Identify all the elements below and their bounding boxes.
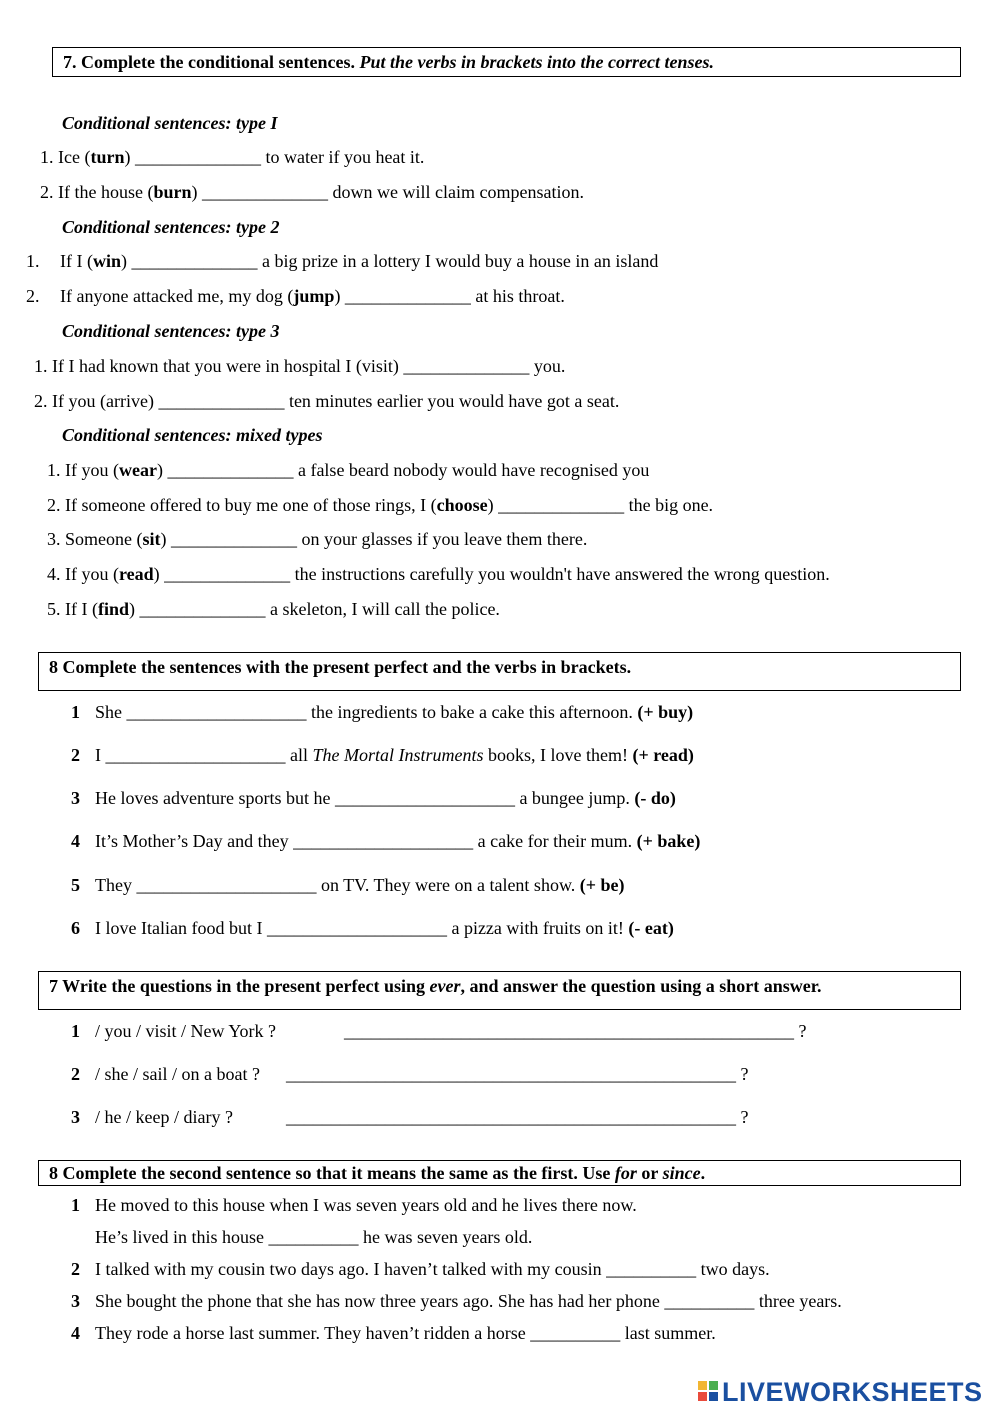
heading-type2: Conditional sentences: type 2 bbox=[62, 217, 280, 237]
exercise-item: 1. If I (win) ______________ a big prize in a lottery I would buy a house in an island bbox=[26, 251, 659, 271]
instruction-box-present-perfect bbox=[38, 652, 961, 691]
logo-square-icon bbox=[709, 1381, 718, 1390]
exercise-item: 3. Someone (sit) ______________ on your glasses if you leave them there. bbox=[47, 529, 588, 549]
exercise-item: 2. If someone offered to buy me one of those rings, I (choose) ______________ the big one. bbox=[47, 495, 714, 515]
logo-square-icon bbox=[709, 1392, 718, 1401]
exercise-item: 2 I talked with my cousin two days ago. I haven’t talked with my cousin __________ two days. bbox=[71, 1259, 770, 1279]
exercise-item: 5 They ____________________ on TV. They were on a talent show. (+ be) bbox=[71, 875, 625, 895]
liveworksheets-logo[interactable] bbox=[698, 1376, 983, 1408]
instruction-text: 8 Complete the sentences with the present perfect and the verbs in brackets. bbox=[49, 657, 632, 677]
exercise-item: 5. If I (find) ______________ a skeleton, I will call the police. bbox=[47, 599, 500, 619]
exercise-item: 3 He loves adventure sports but he ____________________ a bungee jump. (- do) bbox=[71, 788, 676, 808]
instruction-box-for-since bbox=[38, 1160, 961, 1186]
logo-square-icon bbox=[698, 1381, 707, 1390]
heading-mixed: Conditional sentences: mixed types bbox=[62, 425, 323, 445]
exercise-item: 6 I love Italian food but I ____________________ a pizza with fruits on it! (- eat) bbox=[71, 918, 674, 938]
exercise-item: 1. If I had known that you were in hospital I (visit) ______________ you. bbox=[34, 356, 566, 376]
heading-type3: Conditional sentences: type 3 bbox=[62, 321, 280, 341]
exercise-item: 2. If the house (burn) ______________ down we will claim compensation. bbox=[40, 182, 584, 202]
exercise-item: 4 They rode a horse last summer. They haven’t ridden a horse __________ last summer. bbox=[71, 1323, 716, 1343]
exercise-item: 2 I ____________________ all The Mortal Instruments books, I love them! (+ read) bbox=[71, 745, 694, 765]
exercise-item: 1 She ____________________ the ingredients to bake a cake this afternoon. (+ buy) bbox=[71, 702, 694, 722]
logo-square-icon bbox=[698, 1392, 707, 1401]
answer-line[interactable]: __________________________________________________ ? bbox=[286, 1064, 749, 1084]
exercise-item: 2. If anyone attacked me, my dog (jump) ______________ at his throat. bbox=[26, 286, 565, 306]
exercise-item: 3 She bought the phone that she has now three years ago. She has had her phone __________ three years. bbox=[71, 1291, 842, 1311]
instruction-text: 7 Write the questions in the present perfect using ever, and answer the question using a short answer. bbox=[49, 976, 822, 996]
exercise-item: 1. Ice (turn) ______________ to water if you heat it. bbox=[40, 147, 425, 167]
logo-mark-icon bbox=[698, 1379, 720, 1405]
exercise-item: 2. If you (arrive) ______________ ten minutes earlier you would have got a seat. bbox=[34, 391, 620, 411]
exercise-item: 1 He moved to this house when I was seven years old and he lives there now. bbox=[71, 1195, 637, 1215]
exercise-item: 4 It’s Mother’s Day and they ____________________ a cake for their mum. (+ bake) bbox=[71, 831, 701, 851]
exercise-item: 1 / you / visit / New York ? bbox=[71, 1021, 277, 1041]
exercise-item-rewrite: He’s lived in this house __________ he was seven years old. bbox=[95, 1227, 533, 1247]
answer-line[interactable]: __________________________________________________ ? bbox=[344, 1021, 807, 1041]
instruction-box-conditionals bbox=[52, 47, 961, 77]
exercise-item: 4. If you (read) ______________ the instructions carefully you wouldn't have answered the wrong question. bbox=[47, 564, 830, 584]
exercise-item: 2 / she / sail / on a boat ? bbox=[71, 1064, 260, 1084]
logo-text: LIVEWORKSHEETS bbox=[722, 1376, 983, 1407]
exercise-item: 3 / he / keep / diary ? bbox=[71, 1107, 233, 1127]
instruction-box-ever-questions bbox=[38, 971, 961, 1010]
instruction-text: 8 Complete the second sentence so that it means the same as the first. Use for or since. bbox=[49, 1163, 706, 1183]
answer-line[interactable]: __________________________________________________ ? bbox=[286, 1107, 749, 1127]
instruction-text: 7. Complete the conditional sentences. Put the verbs in brackets into the correct tenses. bbox=[63, 52, 714, 72]
exercise-item: 1. If you (wear) ______________ a false beard nobody would have recognised you bbox=[47, 460, 650, 480]
heading-type1: Conditional sentences: type I bbox=[62, 113, 278, 133]
